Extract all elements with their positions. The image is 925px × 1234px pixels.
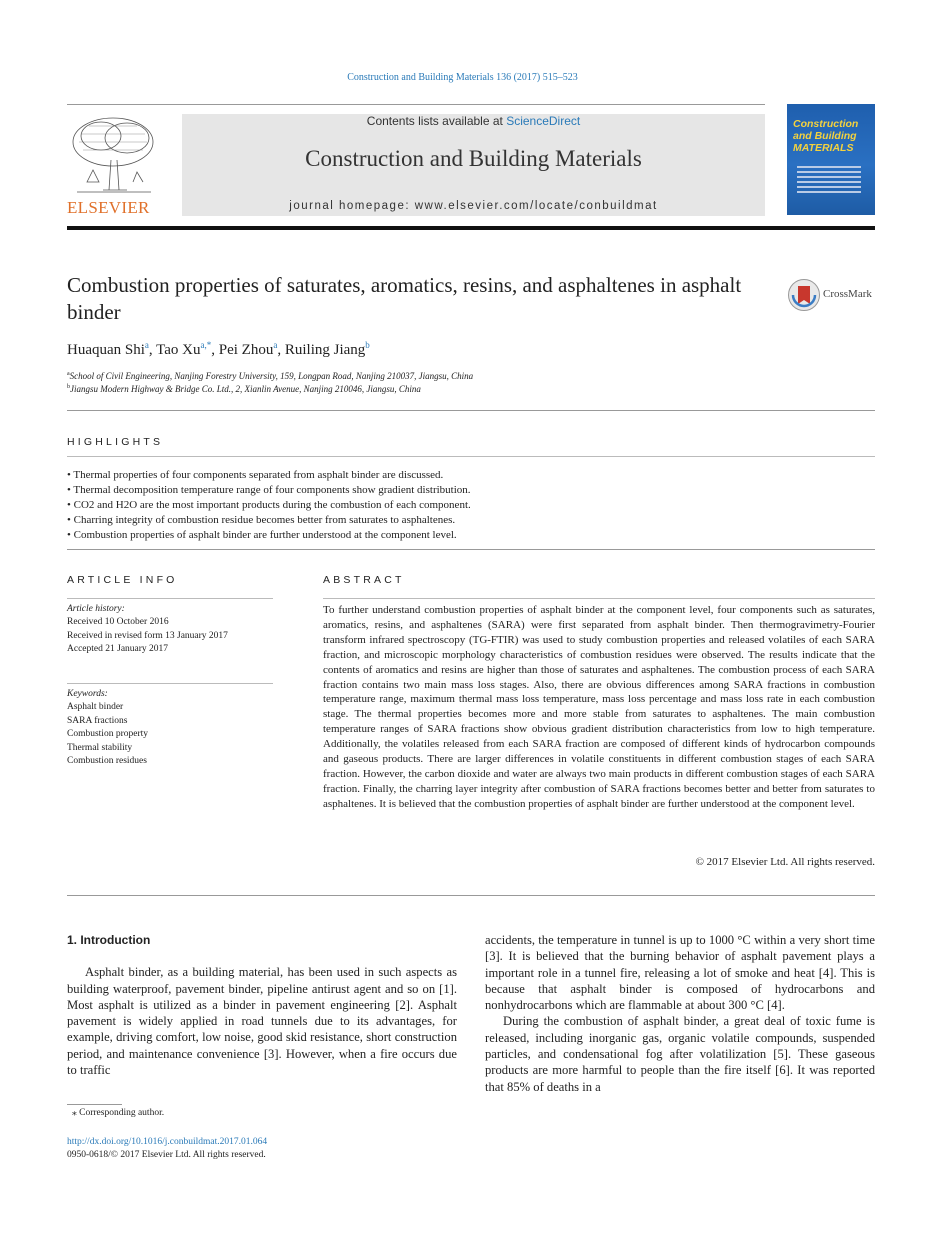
author-name[interactable]: Tao Xu [156, 342, 201, 358]
journal-citation[interactable]: Construction and Building Materials 136 (2017) 515–523 [347, 72, 578, 83]
affiliation-mark: b [67, 384, 70, 390]
divider [67, 410, 875, 411]
crossmark-icon [787, 278, 821, 312]
affiliation [67, 371, 473, 381]
abstract-copyright: © 2017 Elsevier Ltd. All rights reserved. [695, 856, 875, 868]
body-left-column [67, 932, 457, 1078]
section-heading: 1. Introduction [67, 933, 151, 947]
journal-cover[interactable] [787, 104, 875, 215]
highlight-item: • Charring integrity of combustion residue becomes better from saturates to asphaltenes. [67, 513, 471, 528]
author-separator: , [277, 342, 285, 358]
journal-name: Construction and Building Materials [305, 146, 642, 171]
article-history [67, 603, 228, 657]
author-affiliation-mark[interactable]: b [365, 340, 370, 350]
elsevier-logo [67, 112, 159, 216]
divider [67, 895, 875, 896]
affiliation [67, 384, 421, 394]
author-affiliation-mark[interactable]: a [273, 340, 278, 350]
keyword[interactable]: Thermal stability [67, 742, 133, 753]
body-paragraph: accidents, the temperature in tunnel is up to 1000 °C within a very short time [3]. It is believed that the burning behavior of asphalt pavement plays a important role in a tunnel fire, releasing a lot of smoke and heat [4]. This is because that asphalt binder is composed of hydrocarbons and nonhydrocarbons which are flammable at about 300 °C [4]. [485, 933, 875, 1013]
author-affiliation-mark[interactable]: a [144, 340, 149, 350]
article-title: Combustion properties of saturates, aromatics, resins, and asphaltenes in asphalt binder [67, 273, 742, 324]
divider [67, 549, 875, 550]
body-right-column [485, 932, 875, 1095]
highlights-heading: HIGHLIGHTS [67, 436, 164, 448]
contents-prefix: Contents lists available at [366, 114, 507, 128]
issn-line: 0950-0618/© 2017 Elsevier Ltd. All rights reserved. [67, 1150, 266, 1160]
affiliation-mark: a [67, 371, 70, 377]
author-name[interactable]: Ruiling Jiang [284, 342, 366, 358]
cover-title: Construction and Building MATERIALS [793, 118, 859, 154]
affiliation-text: School of Civil Engineering, Nanjing Forestry University, 159, Longpan Road, Nanjing 210037, Jiangsu, China [69, 371, 474, 381]
author-separator: , [148, 342, 157, 358]
keyword[interactable]: Asphalt binder [67, 702, 124, 713]
crossmark-badge[interactable] [787, 278, 875, 312]
author-name[interactable]: Pei Zhou [218, 342, 274, 358]
history-label: Article history: [67, 604, 125, 614]
journal-banner [182, 114, 765, 216]
highlight-item: • Combustion properties of asphalt binder are further understood at the component level. [67, 528, 471, 543]
body-paragraph: During the combustion of asphalt binder, a great deal of toxic fume is released, including inorganic gas, organic volatile compounds, suspended particles, and condensational fog after volatilization [5]. These gaseous products are more harmful to people than the fire itself [6]. It was reported that 85% of deaths in a [485, 1014, 875, 1094]
history-item: Received 10 October 2016 [67, 617, 169, 628]
divider [67, 456, 875, 457]
history-item: Received in revised form 13 January 2017 [67, 630, 228, 641]
author-list [67, 340, 370, 359]
header-thick-rule [67, 226, 875, 230]
highlights-list [67, 468, 471, 543]
cover-text-lines [797, 166, 861, 196]
sciencedirect-link[interactable]: ScienceDirect [506, 114, 581, 128]
highlight-item [67, 498, 471, 513]
crossmark-label: CrossMark [823, 288, 872, 300]
corresponding-author-note: ⁎ Corresponding author. [72, 1108, 165, 1118]
keywords-label: Keywords: [67, 689, 108, 699]
tree-icon [67, 112, 159, 198]
author-separator: , [211, 342, 219, 358]
author-name[interactable]: Huaquan Shi [67, 342, 145, 358]
divider [67, 598, 273, 599]
highlight-item-text: CO2 and H2O are the most important products during the combustion of each component. [73, 499, 471, 511]
article-info-heading: ARTICLE INFO [67, 574, 178, 586]
abstract-text: To further understand combustion properties of asphalt binder at the component level, four components such as saturates, aromatics, resins, and asphaltenes (SARA) were first separated from asphalt binder. Then thermogravimetry-Fourier transform infrared spectroscopy (TG-FTIR) was used to study combustion properties and released volatiles of each SARA fraction, and microscopic morphology characteristics of combustion residues were observed. The results indicate that the contents of aromatics and resins are higher than those of saturates and asphaltenes. The combustion process of each SARA fraction contains two main mass loss stages. Also, there are obvious differences among SARA fractions in combustion temperature range, maximum thermal mass loss temperature, mass loss percentage and mass loss rate in each combustion stage. The thermal properties becomes more and more stable from saturates to asphaltenes. The main combustion temperature ranges of SARA fractions show obvious gradient distribution characteristics from low to high temperature. Additionally, the volatiles released from each SARA fraction are composed of different kinds of hydrocarbon compounds and gaseous products. There are larger differences in volatile constituents in different combustion stages of each SARA fraction. However, the carbon dioxide and water are always two main products in different combustion stages of each SARA fraction. Finally, the charring layer integrity after combustion of SARA fractions becomes better and better from saturates to asphaltenes. It is believed that the combustion properties of asphalt binder are further understood at the component level. [323, 604, 875, 810]
affiliation-text: Jiangsu Modern Highway & Bridge Co. Ltd., 2, Xianlin Avenue, Nanjing 210046, Jiangsu, China [70, 384, 421, 394]
header-rule [67, 104, 765, 105]
author-affiliation-mark[interactable]: a,* [200, 340, 212, 350]
journal-homepage[interactable]: journal homepage: www.elsevier.com/locate/conbuildmat [289, 200, 658, 212]
keywords [67, 688, 148, 768]
history-item: Accepted 21 January 2017 [67, 644, 169, 655]
body-paragraph: Asphalt binder, as a building material, has been used in such aspects as building waterproof, pavement binder, pipeline antirust agent and so on [1]. Most asphalt is utilized as a binder in pavement engineering [2]. Asphalt pavement is widely applied in road tunnels due to its advantages, for example, driving comfort, low noise, good skid resistance, short construction period, and maintenance convenience [3]. However, when a fire occurs due to traffic [67, 965, 457, 1078]
contents-line [182, 114, 765, 128]
highlight-item: • Thermal properties of four components separated from asphalt binder are discussed. [67, 468, 471, 483]
keyword[interactable]: SARA fractions [67, 715, 128, 726]
keyword[interactable]: Combustion residues [67, 756, 147, 767]
footnote-rule [67, 1104, 122, 1105]
abstract-heading: ABSTRACT [323, 574, 405, 586]
divider [323, 598, 875, 599]
publisher-name: ELSEVIER [67, 198, 150, 217]
doi-link[interactable]: http://dx.doi.org/10.1016/j.conbuildmat.2017.01.064 [67, 1137, 268, 1147]
keyword[interactable]: Combustion property [67, 729, 149, 740]
highlight-item: • Thermal decomposition temperature range of four components show gradient distribution. [67, 483, 471, 498]
divider [67, 683, 273, 684]
